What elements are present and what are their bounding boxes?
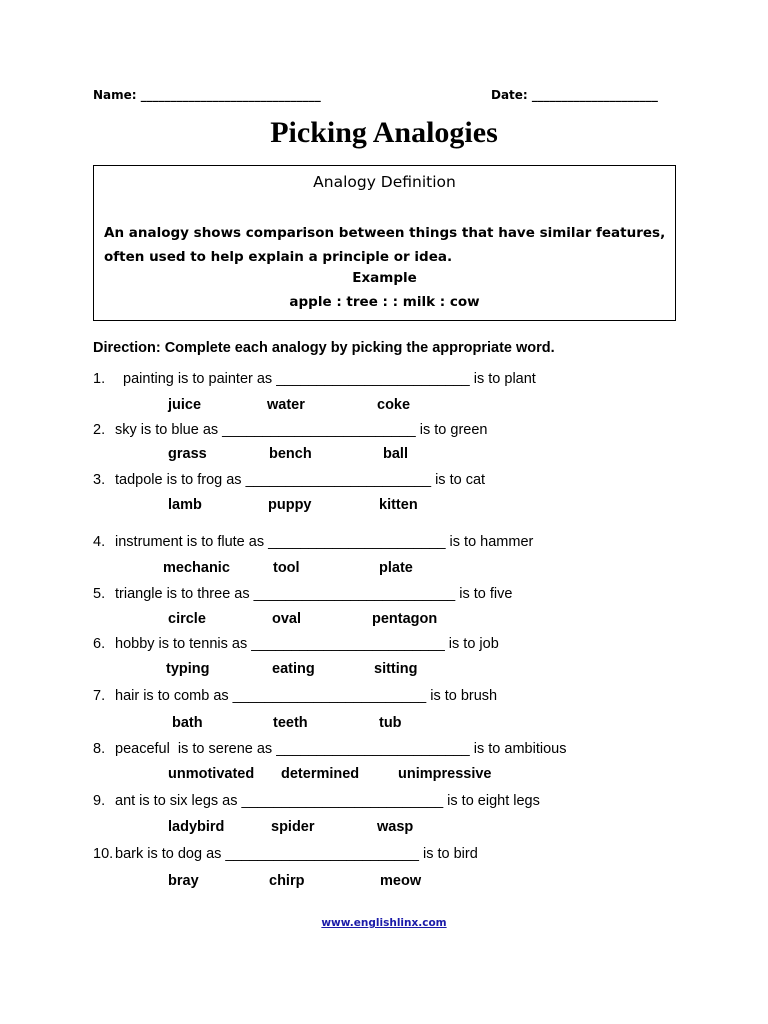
question-number: 1. [93,371,106,387]
option-8c: unimpressive [398,766,492,782]
page-title: Picking Analogies [270,116,498,149]
option-8b: determined [281,766,360,782]
option-10a: bray [168,873,199,889]
question-number: 3. [93,472,106,488]
option-7c: tub [379,715,402,731]
question-6 [93,636,499,652]
question-3 [93,472,485,488]
option-3b: puppy [268,497,312,513]
option-5a: circle [168,611,206,627]
example-analogy: apple : tree : : milk : cow [289,294,480,310]
question-text: sky is to blue as ________________________ is to green [115,422,488,438]
question-8 [93,741,566,757]
question-text: ant is to six legs as _________________________ is to eight legs [115,793,540,809]
question-number: 4. [93,534,106,550]
question-1 [93,371,536,387]
question-number: 2. [93,422,106,438]
option-6b: eating [272,661,315,677]
option-1b: water [267,397,305,413]
question-text: hobby is to tennis as ________________________ is to job [115,636,499,652]
question-text: peaceful is to serene as ________________________ is to ambitious [115,741,567,757]
question-text: tadpole is to frog as _______________________ is to cat [115,472,486,488]
definition-box [93,165,676,321]
option-9c: wasp [377,819,414,835]
option-2a: grass [168,446,207,462]
option-2b: bench [269,446,312,462]
question-number: 7. [93,688,106,704]
option-5c: pentagon [372,611,438,627]
question-text: bark is to dog as ________________________ is to bird [115,846,478,862]
question-2 [93,422,487,438]
name-label: Name: [93,88,137,102]
example-label: Example [352,270,417,286]
option-3c: kitten [379,497,418,513]
footer-link[interactable]: www.englishlinx.com [321,917,447,929]
option-10b: chirp [269,873,305,889]
question-number: 5. [93,586,106,602]
question-10 [93,846,478,862]
option-3a: lamb [168,497,202,513]
question-text: hair is to comb as ________________________ is to brush [115,688,498,704]
question-number: 10. [93,846,114,862]
question-4 [93,534,533,550]
option-6a: typing [166,661,210,677]
name-line [93,88,321,102]
direction-text: Direction: Complete each analogy by picking the appropriate word. [93,340,555,356]
option-1c: coke [377,397,411,413]
option-2c: ball [383,446,408,462]
question-5 [93,586,512,602]
option-10c: meow [380,873,422,889]
option-4b: tool [273,560,300,576]
option-8a: unmotivated [168,766,255,782]
question-number: 8. [93,741,106,757]
option-7b: teeth [273,715,308,731]
option-5b: oval [272,611,302,627]
date-label: Date: [491,88,528,102]
definition-text: An analogy shows comparison between things that have similar features, often used to help explain a principle or idea. [104,225,666,265]
option-9b: spider [271,819,315,835]
option-4c: plate [379,560,413,576]
question-text: instrument is to flute as ______________________ is to hammer [115,534,534,550]
question-text: triangle is to three as _________________________ is to five [115,586,513,602]
date-line [491,88,658,102]
question-number: 9. [93,793,106,809]
date-blank: _____________________ [531,88,658,102]
option-4a: mechanic [163,560,230,576]
question-9 [93,793,540,809]
option-7a: bath [172,715,203,731]
definition-heading: Analogy Definition [313,173,456,191]
question-number: 6. [93,636,106,652]
option-6c: sitting [374,661,418,677]
option-1a: juice [168,397,202,413]
question-7 [93,688,497,704]
option-9a: ladybird [168,819,225,835]
name-blank: ______________________________ [140,88,321,102]
question-text: painting is to painter as ________________________ is to plant [115,371,536,387]
